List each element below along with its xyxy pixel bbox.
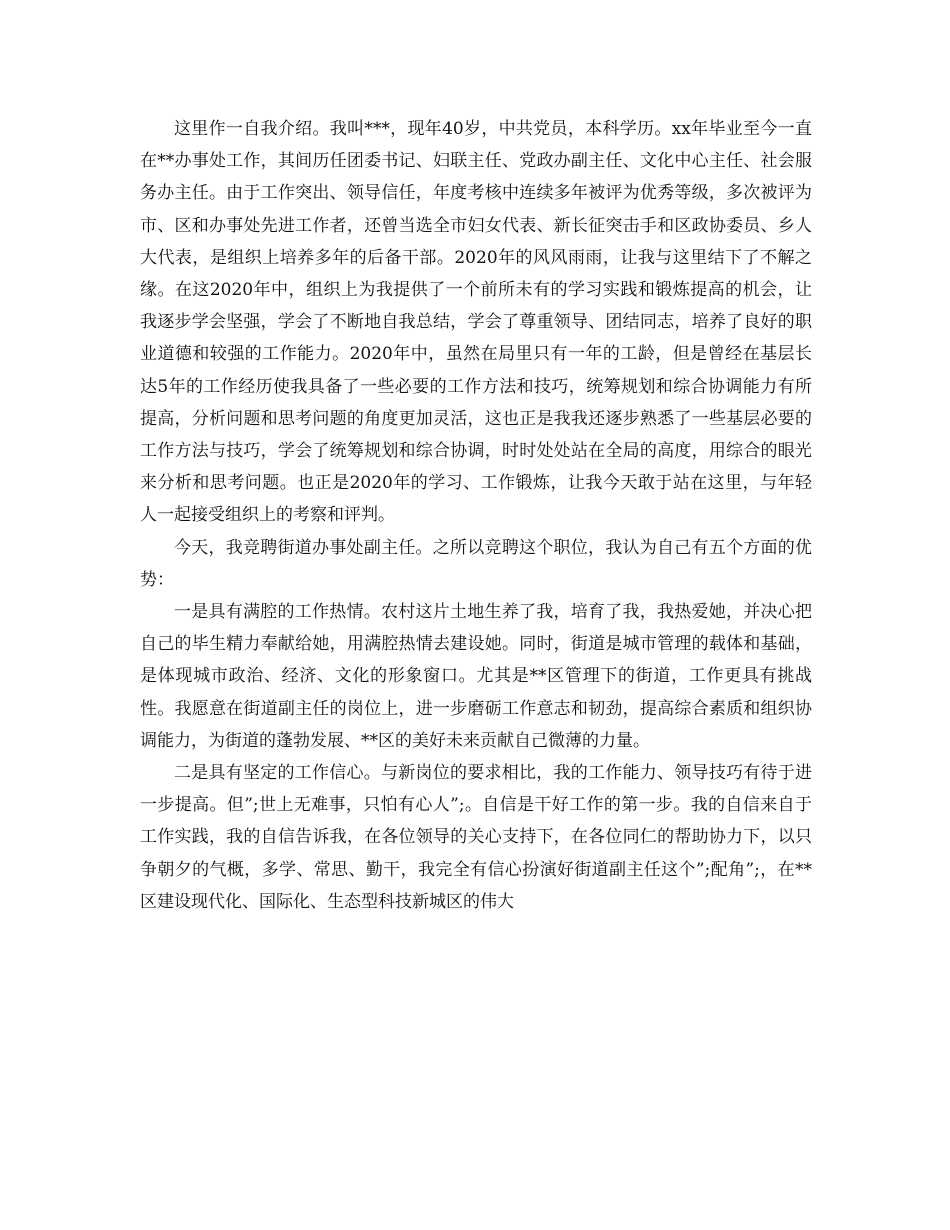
paragraph-advantage-confidence: 二是具有坚定的工作信心。与新岗位的要求相比，我的工作能力、领导技巧有待于进一步提高。但”;世上无难事，只怕有心人”;。自信是干好工作的第一步。我的自信来自于工作实践，我的自信告诉我，在各位领导的关心支持下，在各位同仁的帮助协力下，以只争朝夕的气概，多学、常思、勤干，我完全有信心扮演好街道副主任这个”;配角”;，在**区建设现代化、国际化、生态型科技新城区的伟大 xyxy=(140,763,812,912)
paragraph-position-statement: 今天，我竞聘街道办事处副主任。之所以竞聘这个职位，我认为自己有五个方面的优势： xyxy=(140,537,812,590)
paragraph-advantage-enthusiasm: 一是具有满腔的工作热情。农村这片土地生养了我，培育了我，我热爱她，并决心把自己的毕生精力奉献给她，用满腔热情去建设她。同时，街道是城市管理的载体和基础，是体现城市政治、经济、文化的形象窗口。尤其是**区管理下的街道，工作更具有挑战性。我愿意在街道副主任的岗位上，进一步磨砺工作意志和韧劲，提高综合素质和组织协调能力，为街道的蓬勃发展、**区的美好未来贡献自己微薄的力量。 xyxy=(140,602,812,751)
paragraph-self-introduction: 这里作一自我介绍。我叫***，现年40岁，中共党员，本科学历。xx年毕业至今一直在**办事处工作，其间历任团委书记、妇联主任、党政办副主任、文化中心主任、社会服务办主任。由于工作突出、领导信任，年度考核中连续多年被评为优秀等级，多次被评为市、区和办事处先进工作者，还曾当选全市妇女代表、新长征突击手和区政协委员、乡人大代表，是组织上培养多年的后备干部。2020年的风风雨雨，让我与这里结下了不解之缘。在这2020年中，组织上为我提供了一个前所未有的学习实践和锻炼提高的机会，让我逐步学会坚强，学会了不断地自我总结，学会了尊重领导、团结同志，培养了良好的职业道德和较强的工作能力。2020年中，虽然在局里只有一年的工龄，但是曾经在基层长达5年的工作经历使我具备了一些必要的工作方法和技巧，统筹规划和综合协调能力有所提高，分析问题和思考问题的角度更加灵活，这也正是我我还逐步熟悉了一些基层必要的工作方法与技巧，学会了统筹规划和综合协调，时时处处站在全局的高度，用综合的眼光来分析和思考问题。也正是2020年的学习、工作锻炼，让我今天敢于站在这里，与年轻人一起接受组织上的考察和评判。 xyxy=(140,119,812,526)
document-body xyxy=(140,113,812,918)
